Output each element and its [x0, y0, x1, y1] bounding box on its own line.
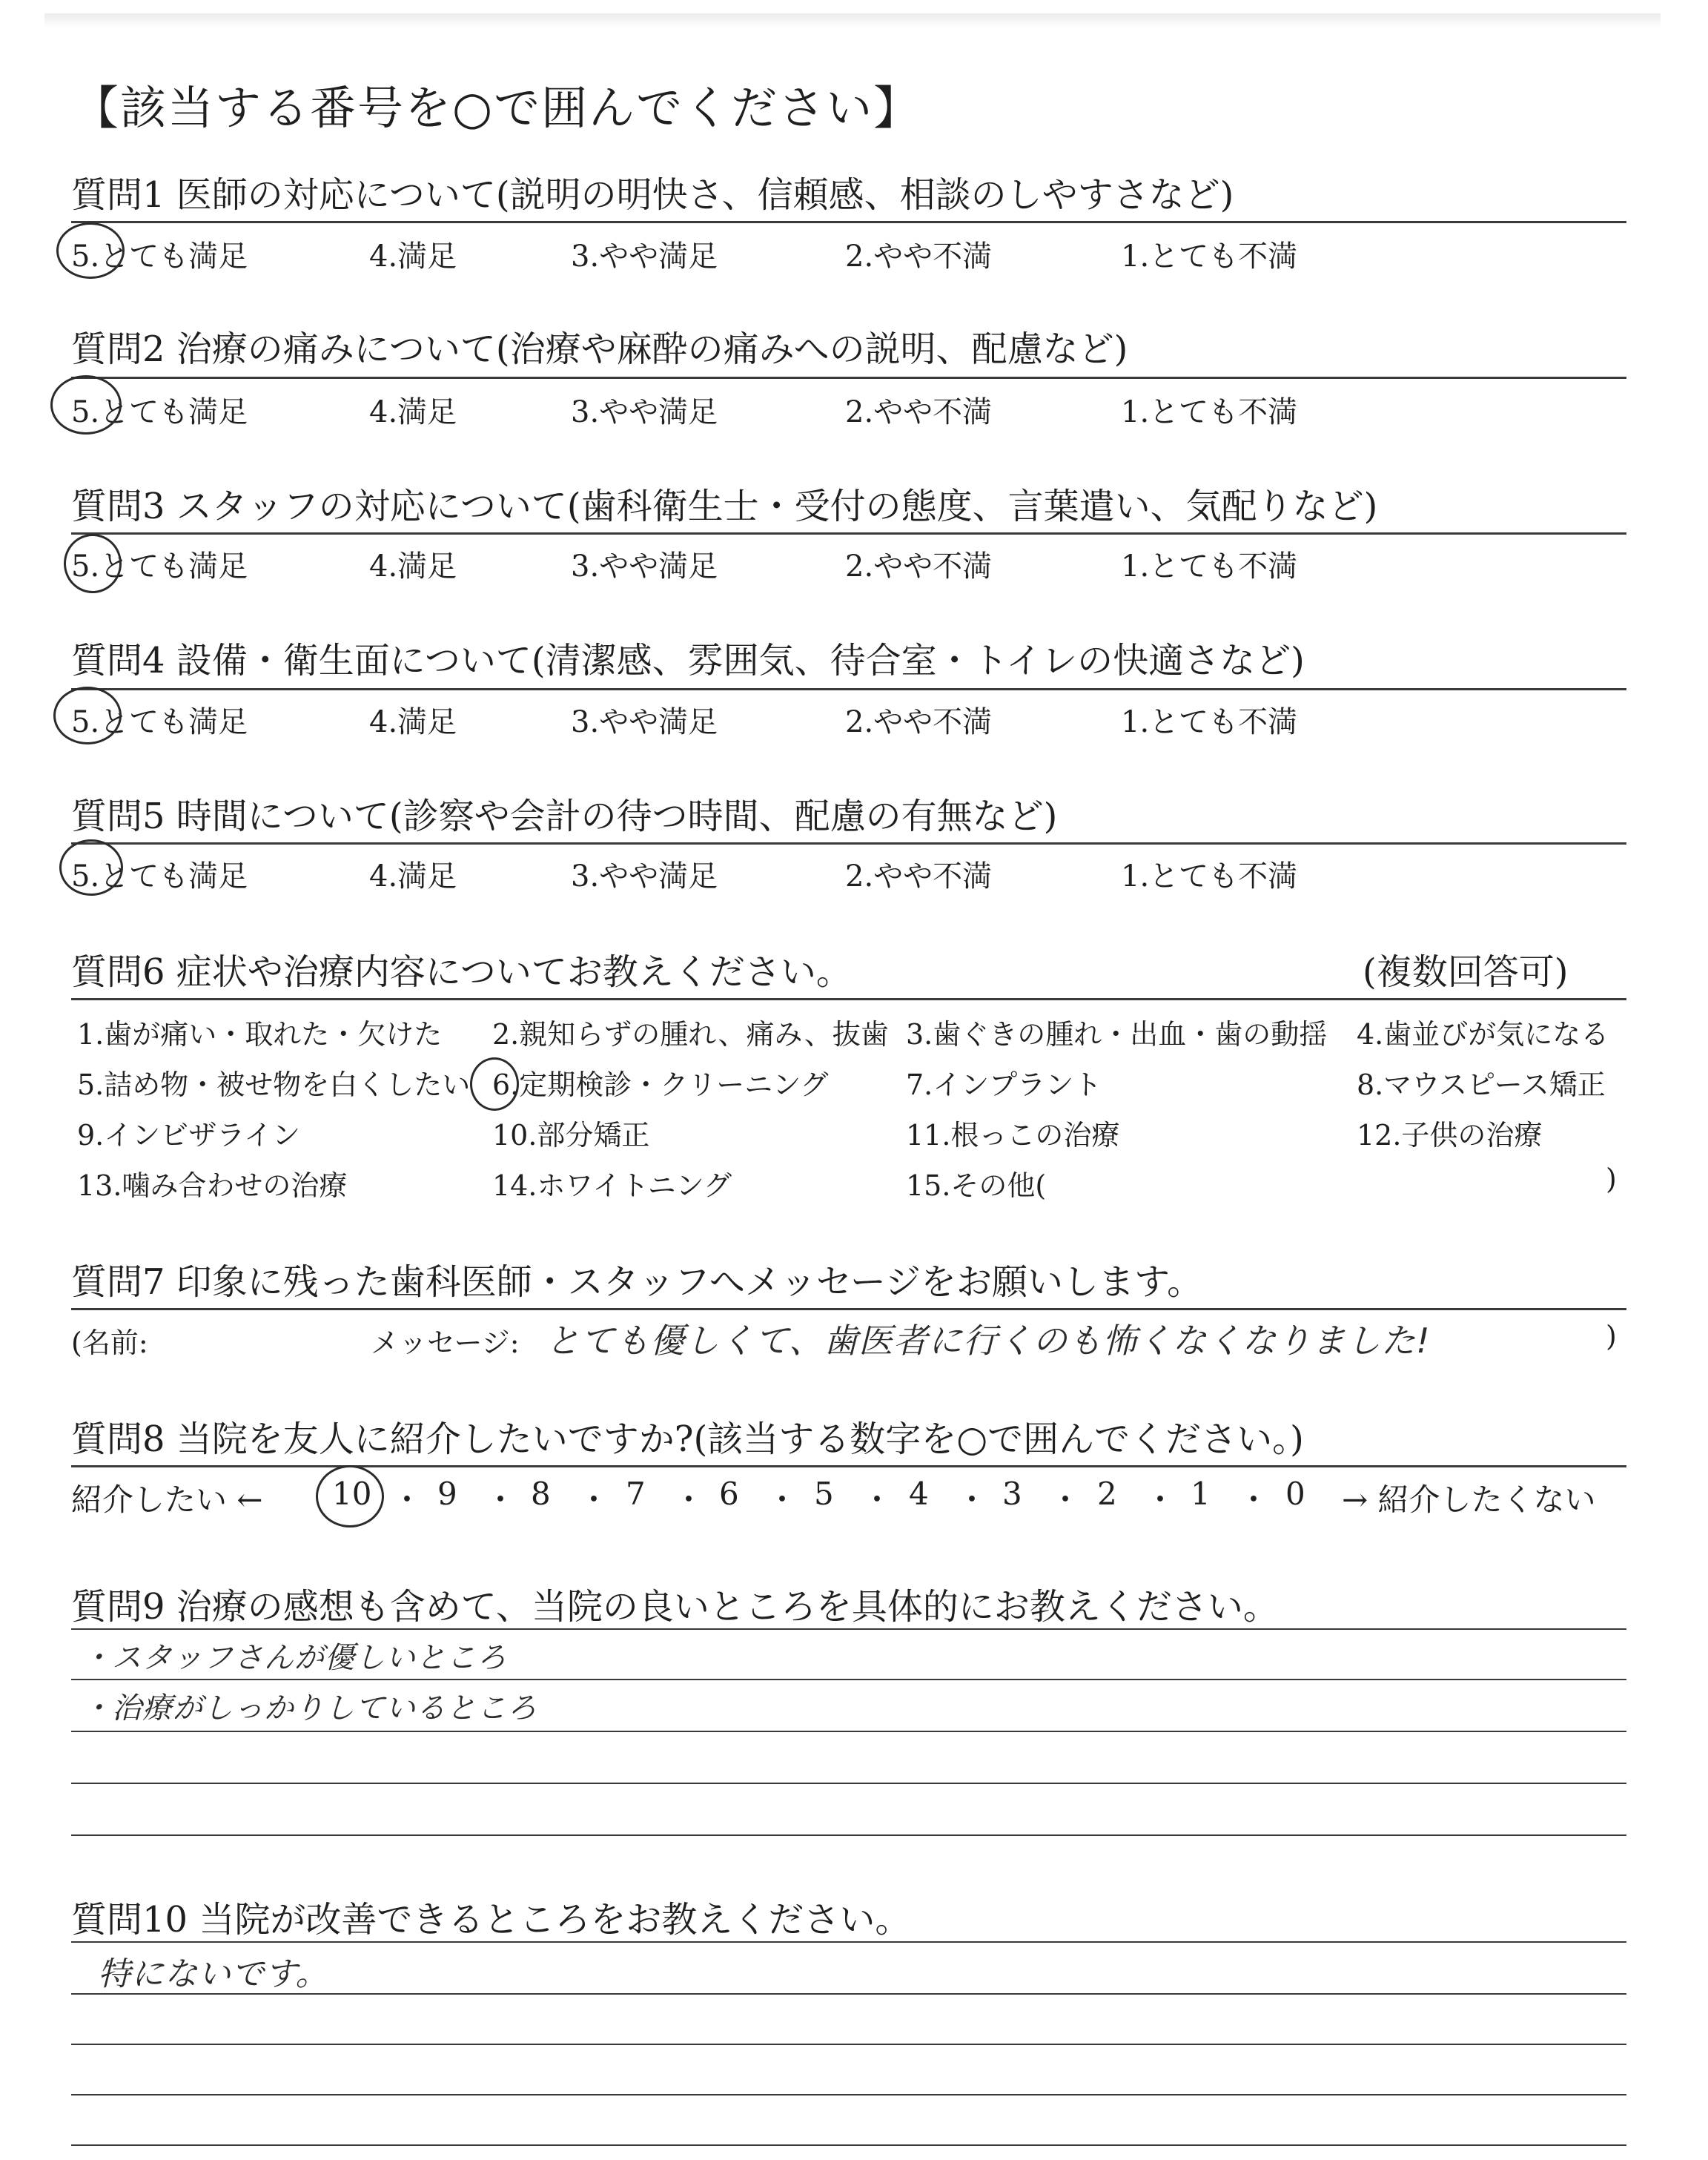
q9-line — [71, 1783, 1626, 1784]
question-3-rule — [71, 532, 1626, 535]
question-6-note: (複数回答可) — [1363, 951, 1569, 993]
q8-dot: ・ — [578, 1482, 610, 1518]
q3-selection-circle — [64, 534, 122, 593]
q8-dot: ・ — [1050, 1482, 1082, 1518]
q1-option-4[interactable]: 4.満足 — [369, 240, 457, 274]
q8-score-5[interactable]: 5 — [814, 1476, 834, 1512]
q1-option-5[interactable]: 5.とても満足 — [71, 240, 248, 274]
q7-name-label: (名前: — [71, 1327, 148, 1359]
question-4-rule — [71, 688, 1626, 690]
q10-line — [71, 2044, 1626, 2045]
q7-message-label: メッセージ: — [371, 1327, 520, 1359]
q9-answer-line-1[interactable]: ・スタッフさんが優しいところ — [82, 1641, 507, 1675]
q5-option-1[interactable]: 1.とても不満 — [1121, 859, 1298, 894]
q8-score-2[interactable]: 2 — [1097, 1476, 1117, 1512]
q8-dot: ・ — [673, 1482, 705, 1518]
q8-dot: ・ — [956, 1482, 988, 1518]
q8-selection-circle — [316, 1465, 384, 1527]
q6-option-10[interactable]: 10.部分矯正 — [492, 1119, 650, 1152]
question-7-rule — [71, 1308, 1626, 1310]
q4-option-1[interactable]: 1.とても不満 — [1121, 705, 1298, 739]
q8-dot: ・ — [861, 1482, 893, 1518]
question-5-heading: 質問5 時間について(診察や会計の待つ時間、配慮の有無など) — [71, 796, 1058, 837]
q6-option-14[interactable]: 14.ホワイトニング — [492, 1169, 732, 1202]
q8-score-8[interactable]: 8 — [531, 1476, 551, 1512]
q4-option-5[interactable]: 5.とても満足 — [71, 705, 248, 739]
q5-option-5[interactable]: 5.とても満足 — [71, 859, 248, 894]
question-4-heading: 質問4 設備・衛生面について(清潔感、雰囲気、待合室・トイレの快適さなど) — [71, 640, 1305, 681]
q3-option-3[interactable]: 3.やや満足 — [571, 549, 718, 584]
q1-option-2[interactable]: 2.やや不満 — [845, 240, 993, 274]
q4-option-4[interactable]: 4.満足 — [369, 705, 457, 739]
q10-line — [71, 2094, 1626, 2095]
q4-selection-circle — [53, 687, 122, 744]
question-6-rule — [71, 998, 1626, 1000]
q7-message-answer[interactable]: とても優しくて、歯医者に行くのも怖くなくなりました! — [546, 1321, 1431, 1361]
q5-option-3[interactable]: 3.やや満足 — [571, 859, 718, 894]
q6-option-15[interactable]: 15.その他( — [906, 1169, 1047, 1202]
q6-option-8[interactable]: 8.マウスピース矯正 — [1357, 1069, 1606, 1101]
q4-option-3[interactable]: 3.やや満足 — [571, 705, 718, 739]
q5-selection-circle — [59, 839, 123, 896]
question-5-rule — [71, 842, 1626, 845]
q8-score-7[interactable]: 7 — [626, 1476, 646, 1512]
q8-dot: ・ — [391, 1482, 423, 1518]
q9-line — [71, 1834, 1626, 1836]
q6-option-1[interactable]: 1.歯が痛い・取れた・欠けた — [77, 1018, 443, 1051]
question-3-heading: 質問3 スタッフの対応について(歯科衛生士・受付の態度、言葉遣い、気配りなど) — [71, 486, 1378, 527]
q3-option-1[interactable]: 1.とても不満 — [1121, 549, 1298, 584]
q8-left-label: 紹介したい ← — [71, 1482, 263, 1518]
q8-dot: ・ — [1238, 1482, 1270, 1518]
q2-selection-circle — [50, 375, 122, 435]
q6-option-9[interactable]: 9.インビザライン — [77, 1119, 301, 1152]
q6-option-13[interactable]: 13.噛み合わせの治療 — [77, 1169, 348, 1202]
q6-option-6[interactable]: 6.定期検診・クリーニング — [492, 1069, 829, 1101]
q7-close-paren: ) — [1606, 1320, 1617, 1353]
q2-option-3[interactable]: 3.やや満足 — [571, 395, 718, 429]
question-1-rule — [71, 221, 1626, 223]
q5-option-2[interactable]: 2.やや不満 — [845, 859, 993, 894]
question-6-heading: 質問6 症状や治療内容についてお教えください。 — [71, 951, 852, 993]
q9-answer-line-2[interactable]: ・治療がしっかりしているところ — [82, 1691, 537, 1725]
q8-right-label: → 紹介したくない — [1342, 1482, 1596, 1518]
q8-score-9[interactable]: 9 — [437, 1476, 457, 1512]
q8-score-6[interactable]: 6 — [719, 1476, 739, 1512]
q8-score-4[interactable]: 4 — [909, 1476, 929, 1512]
q8-score-1[interactable]: 1 — [1191, 1476, 1211, 1512]
question-7-heading: 質問7 印象に残った歯科医師・スタッフへメッセージをお願いします。 — [71, 1261, 1203, 1303]
q8-score-0[interactable]: 0 — [1285, 1476, 1305, 1512]
q5-option-4[interactable]: 4.満足 — [369, 859, 457, 894]
q2-option-2[interactable]: 2.やや不満 — [845, 395, 993, 429]
q1-option-1[interactable]: 1.とても不満 — [1121, 240, 1298, 274]
q1-selection-circle — [56, 222, 125, 279]
q6-option-12[interactable]: 12.子供の治療 — [1357, 1119, 1543, 1152]
question-1-heading: 質問1 医師の対応について(説明の明快さ、信頼感、相談のしやすさなど) — [71, 174, 1234, 216]
q6-option-4[interactable]: 4.歯並びが気になる — [1357, 1018, 1609, 1051]
q2-option-4[interactable]: 4.満足 — [369, 395, 457, 429]
q6-option-2[interactable]: 2.親知らずの腫れ、痛み、抜歯 — [492, 1018, 889, 1051]
q6-option-3[interactable]: 3.歯ぐきの腫れ・出血・歯の動揺 — [906, 1018, 1328, 1051]
question-8-heading: 質問8 当院を友人に紹介したいですか?(該当する数字を○で囲んでください。) — [71, 1418, 1304, 1460]
q6-option-11[interactable]: 11.根っこの治療 — [906, 1119, 1120, 1152]
q2-option-5[interactable]: 5.とても満足 — [71, 395, 248, 429]
q8-dot: ・ — [767, 1482, 798, 1518]
q3-option-2[interactable]: 2.やや不満 — [845, 549, 993, 584]
question-2-heading: 質問2 治療の痛みについて(治療や麻酔の痛みへの説明、配慮など) — [71, 328, 1128, 370]
q10-answer-line-1[interactable]: 特にないです。 — [98, 1955, 329, 1993]
q6-option-7[interactable]: 7.インプラント — [906, 1069, 1102, 1101]
q8-dot: ・ — [485, 1482, 517, 1518]
q6-option-5[interactable]: 5.詰め物・被せ物を白くしたい — [77, 1069, 471, 1101]
q10-line — [71, 1993, 1626, 1995]
question-10-heading: 質問10 当院が改善できるところをお教えください。 — [71, 1899, 911, 1941]
q2-option-1[interactable]: 1.とても不満 — [1121, 395, 1298, 429]
q1-option-3[interactable]: 3.やや満足 — [571, 240, 718, 274]
form-title: 【該当する番号を○で囲んでください】 — [73, 81, 921, 135]
q9-line — [71, 1628, 1626, 1630]
q8-dot: ・ — [1145, 1482, 1176, 1518]
q3-option-5[interactable]: 5.とても満足 — [71, 549, 248, 584]
q9-line — [71, 1731, 1626, 1732]
question-2-rule — [71, 377, 1626, 379]
q10-line — [71, 2144, 1626, 2146]
scan-edge — [44, 13, 1661, 28]
q6-selection-circle — [470, 1057, 519, 1111]
q8-score-10[interactable]: 10 — [332, 1476, 372, 1512]
question-8-rule — [71, 1465, 1626, 1467]
q6-other-close-paren: ) — [1606, 1163, 1617, 1195]
q4-option-2[interactable]: 2.やや不満 — [845, 705, 993, 739]
question-9-heading: 質問9 治療の感想も含めて、当院の良いところを具体的にお教えください。 — [71, 1586, 1279, 1628]
q8-score-3[interactable]: 3 — [1002, 1476, 1022, 1512]
q3-option-4[interactable]: 4.満足 — [369, 549, 457, 584]
q9-line — [71, 1679, 1626, 1680]
q10-line — [71, 1941, 1626, 1943]
